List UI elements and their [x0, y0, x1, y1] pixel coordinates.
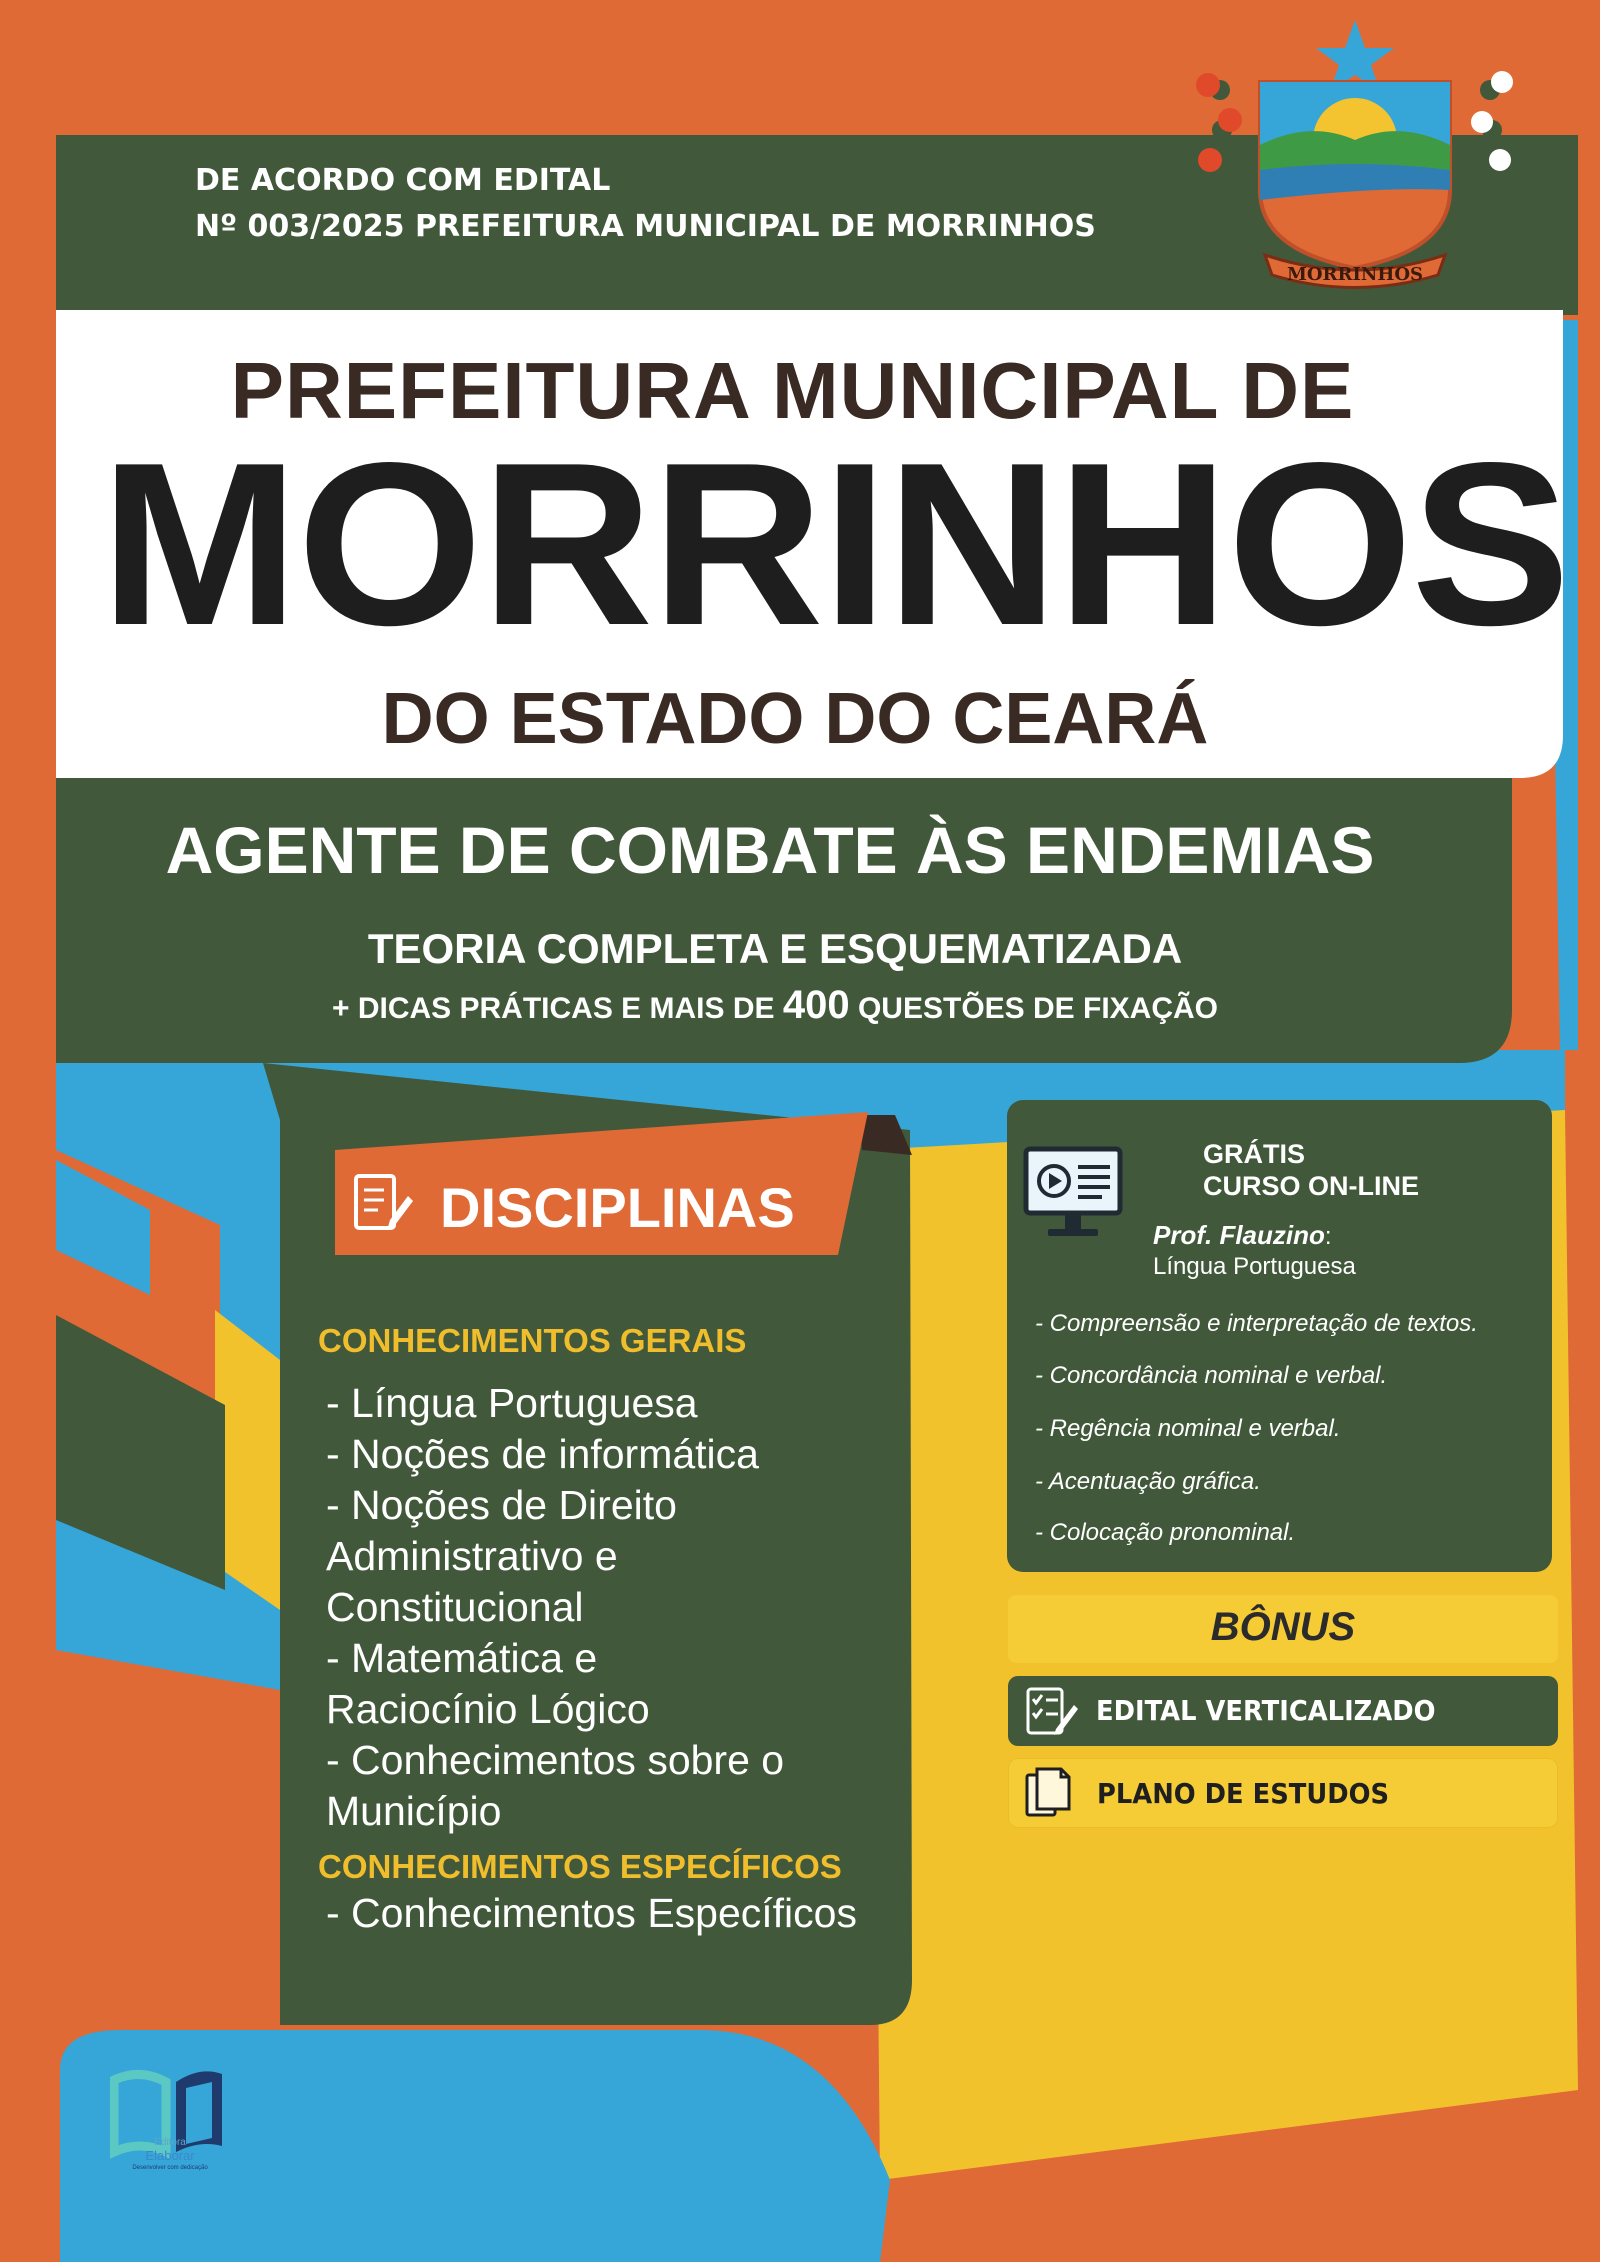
list-item: Constitucional	[326, 1584, 584, 1630]
general-knowledge-heading: CONHECIMENTOS GERAIS	[318, 1322, 747, 1359]
title-state: DO ESTADO DO CEARÁ	[381, 679, 1209, 759]
crest-banner-text: MORRINHOS	[1286, 264, 1424, 285]
list-item: Administrativo e	[326, 1533, 618, 1579]
bonus-item-1-label: EDITAL VERTICALIZADO	[1096, 1694, 1436, 1727]
bonus-item-2-label: PLANO DE ESTUDOS	[1097, 1777, 1390, 1810]
professor-colon: :	[1324, 1223, 1332, 1250]
course-topic: - Regência nominal e verbal.	[1035, 1415, 1341, 1442]
tips-suffix: QUESTÕES DE FIXAÇÃO	[857, 992, 1219, 1025]
course-topic: - Acentuação gráfica.	[1035, 1468, 1261, 1495]
bonus-heading: BÔNUS	[1210, 1605, 1356, 1649]
list-item: - Conhecimentos Específicos	[326, 1890, 857, 1936]
document-edit-icon	[350, 1170, 415, 1240]
course-topic: - Concordância nominal e verbal.	[1035, 1362, 1388, 1389]
documents-icon	[1023, 1765, 1075, 1821]
theory-subtitle: TEORIA COMPLETA E ESQUEMATIZADA	[367, 925, 1183, 972]
list-item: - Matemática e	[326, 1635, 598, 1681]
free-label: GRÁTIS	[1203, 1139, 1306, 1169]
checklist-icon	[1022, 1685, 1080, 1737]
course-topic: - Compreensão e interpretação de textos.	[1035, 1310, 1478, 1337]
publisher-line-3: Desenvolver com dedicação	[132, 2165, 208, 2171]
publisher-line-2: Elaborar	[145, 2148, 195, 2163]
disciplinas-label: DISCIPLINAS	[440, 1176, 795, 1239]
online-course-heading	[1203, 1138, 1419, 1202]
list-item: Município	[326, 1788, 502, 1834]
video-lesson-monitor-icon	[1022, 1145, 1124, 1240]
list-item: - Língua Portuguesa	[326, 1380, 698, 1426]
tips-line	[60, 983, 1490, 1028]
edital-line-1: DE ACORDO COM EDITAL	[195, 163, 611, 198]
title-city: MORRINHOS	[100, 415, 1569, 674]
bonus-edital-verticalizado	[1008, 1676, 1558, 1746]
specific-knowledge-heading: CONHECIMENTOS ESPECÍFICOS	[318, 1848, 842, 1885]
tips-prefix: + DICAS PRÁTICAS E MAIS DE	[331, 992, 775, 1025]
course-subject: Língua Portuguesa	[1153, 1253, 1356, 1280]
list-item: - Noções de Direito	[326, 1482, 677, 1528]
tips-number: 400	[782, 983, 850, 1027]
edital-notice	[195, 158, 1096, 250]
general-knowledge-list	[326, 1378, 784, 1837]
specific-knowledge-list	[326, 1888, 857, 1939]
professor-block	[1153, 1220, 1356, 1282]
professor-name: Prof. Flauzino	[1153, 1220, 1325, 1250]
role-title: AGENTE DE COMBATE ÀS ENDEMIAS	[165, 813, 1375, 887]
online-course-label: CURSO ON-LINE	[1203, 1171, 1419, 1201]
list-item: - Noções de informática	[326, 1431, 759, 1477]
bonus-plano-de-estudos	[1008, 1758, 1558, 1828]
list-item: Raciocínio Lógico	[326, 1686, 650, 1732]
course-topic: - Colocação pronominal.	[1035, 1519, 1296, 1546]
list-item: - Conhecimentos sobre o	[326, 1737, 785, 1783]
edital-line-2: Nº 003/2025 PREFEITURA MUNICIPAL DE MORRINHOS	[195, 209, 1096, 244]
title-prefeitura: PREFEITURA MUNICIPAL DE	[230, 346, 1355, 435]
publisher-name	[110, 2136, 230, 2175]
municipal-crest-icon	[1160, 10, 1540, 290]
publisher-line-1: Editora	[154, 2137, 186, 2148]
